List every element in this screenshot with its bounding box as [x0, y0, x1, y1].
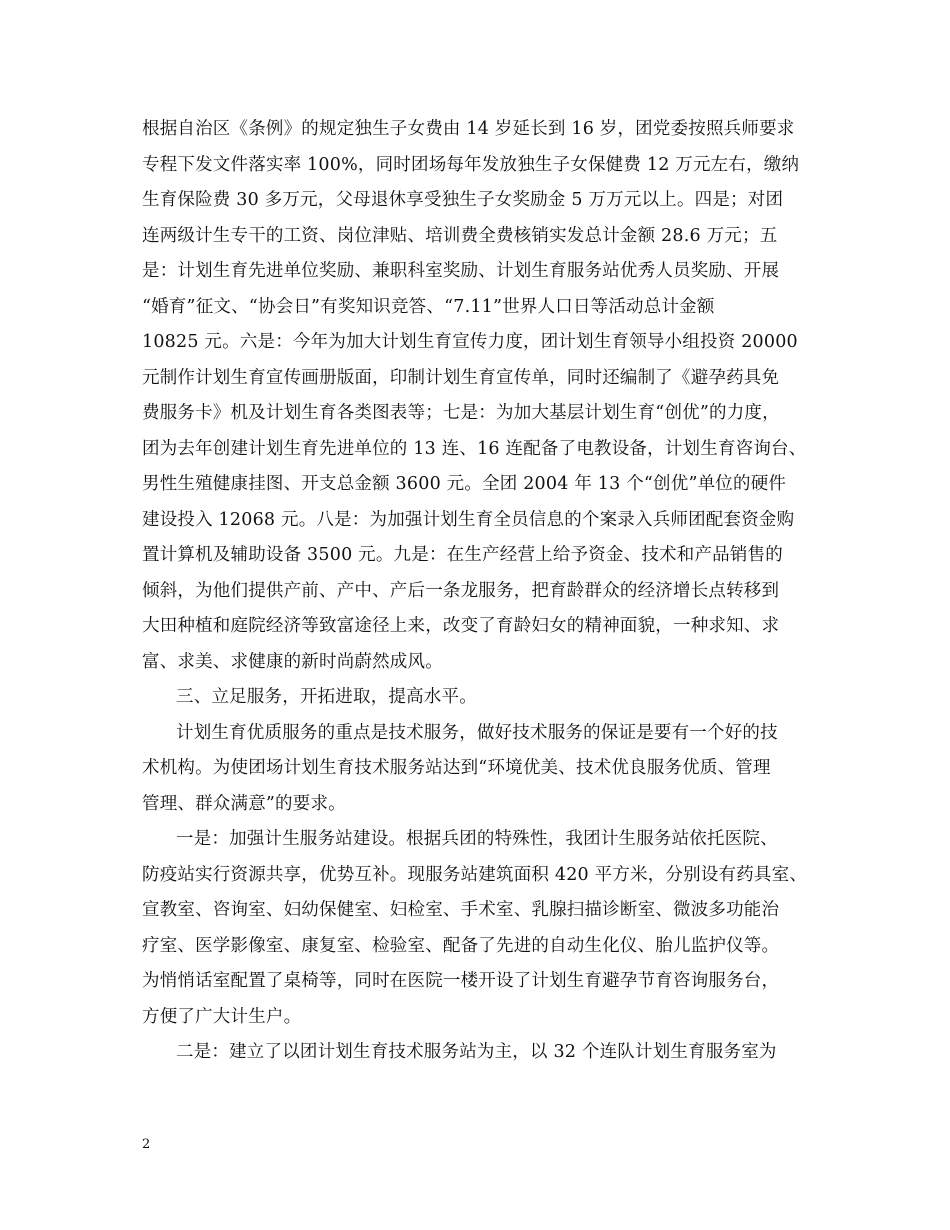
text-line: 连两级计生专干的工资、岗位津贴、培训费全费核销实发总计金额 28.6 万元；五 — [142, 225, 778, 246]
text-line: 计划生育优质服务的重点是技术服务，做好技术服务的保证是要有一个好的技 — [176, 722, 778, 743]
text-line: 二是：建立了以团计划生育技术服务站为主，以 32 个连队计划生育服务室为 — [176, 1042, 777, 1062]
text-line: 是：计划生育先进单位奖励、兼职科室奖励、计划生育服务站优秀人员奖励、开展 — [142, 261, 780, 281]
text-line: 元制作计划生育宣传画册版面，印制计划生育宣传单，同时还编制了《避孕药具免 — [142, 367, 780, 388]
text-line: 建设投入 12068 元。八是：为加强计划生育全员信息的个案录入兵师团配套资金购 — [142, 509, 795, 530]
text-line: 大田种植和庭院经济等致富途径上来，改变了育龄妇女的精神面貌，一种求知、求 — [142, 616, 780, 636]
text-line: 根据自治区《条例》的规定独生子女费由 14 岁延长到 16 岁，团党委按照兵师要求 — [142, 119, 795, 139]
text-line: 10825 元。六是：今年为加大计划生育宣传力度，团计划生育领导小组投资 20000 — [142, 332, 798, 352]
text-line: 三、立足服务，开拓进取，提高水平。 — [176, 687, 477, 707]
text-line: 富、求美、求健康的新时尚蔚然成风。 — [142, 651, 443, 672]
text-line: 专程下发文件落实率 100%，同时团场每年发放独生子女保健费 12 万元左右，缴纳 — [142, 154, 800, 175]
document-body — [142, 112, 832, 1071]
text-line: 防疫站实行资源共享，优势互补。现服务站建筑面积 420 平方米，分别设有药具室、 — [142, 864, 808, 885]
text-line: 疗室、医学影像室、康复室、检验室、配备了先进的自动生化仪、胎儿监护仪等。 — [142, 935, 780, 956]
text-line: 宣教室、咨询室、妇幼保健室、妇检室、手术室、乳腺扫描诊断室、微波多功能治 — [142, 900, 780, 920]
text-line: 置计算机及辅助设备 3500 元。九是：在生产经营上给予资金、技术和产品销售的 — [142, 545, 783, 565]
text-line: 男性生殖健康挂图、开支总金额 3600 元。全团 2004 年 13 个“创优”单位的硬件 — [142, 474, 787, 494]
text-line: 生育保险费 30 多万元，父母退休享受独生子女奖励金 5 万万元以上。四是；对团 — [142, 190, 784, 210]
text-line: 为悄悄话室配置了桌椅等，同时在医院一楼开设了计划生育避孕节育咨询服务台， — [142, 971, 780, 991]
text-line: 团为去年创建计划生育先进单位的 13 连、16 连配备了电教设备，计划生育咨询台、 — [142, 438, 807, 459]
text-line: 费服务卡》机及计划生育各类图表等；七是：为加大基层计划生育“创优”的力度， — [142, 403, 780, 423]
text-line: 一是：加强计生服务站建设。根据兵团的特殊性，我团计生服务站依托医院、 — [176, 829, 778, 849]
text-line: 方便了广大计生户。 — [142, 1006, 302, 1027]
text-line: 管理、群众满意”的要求。 — [142, 793, 346, 814]
text-line: 倾斜，为他们提供产前、产中、产后一条龙服务，把育龄群众的经济增长点转移到 — [142, 580, 780, 601]
page-number: 2 — [142, 1137, 151, 1152]
text-line: “婚育”征文、“协会日”有奖知识竞答、“7.11”世界人口日等活动总计金额 — [142, 296, 715, 317]
text-line: 术机构。为使团场计划生育技术服务站达到“环境优美、技术优良服务优质、管理 — [142, 758, 771, 778]
